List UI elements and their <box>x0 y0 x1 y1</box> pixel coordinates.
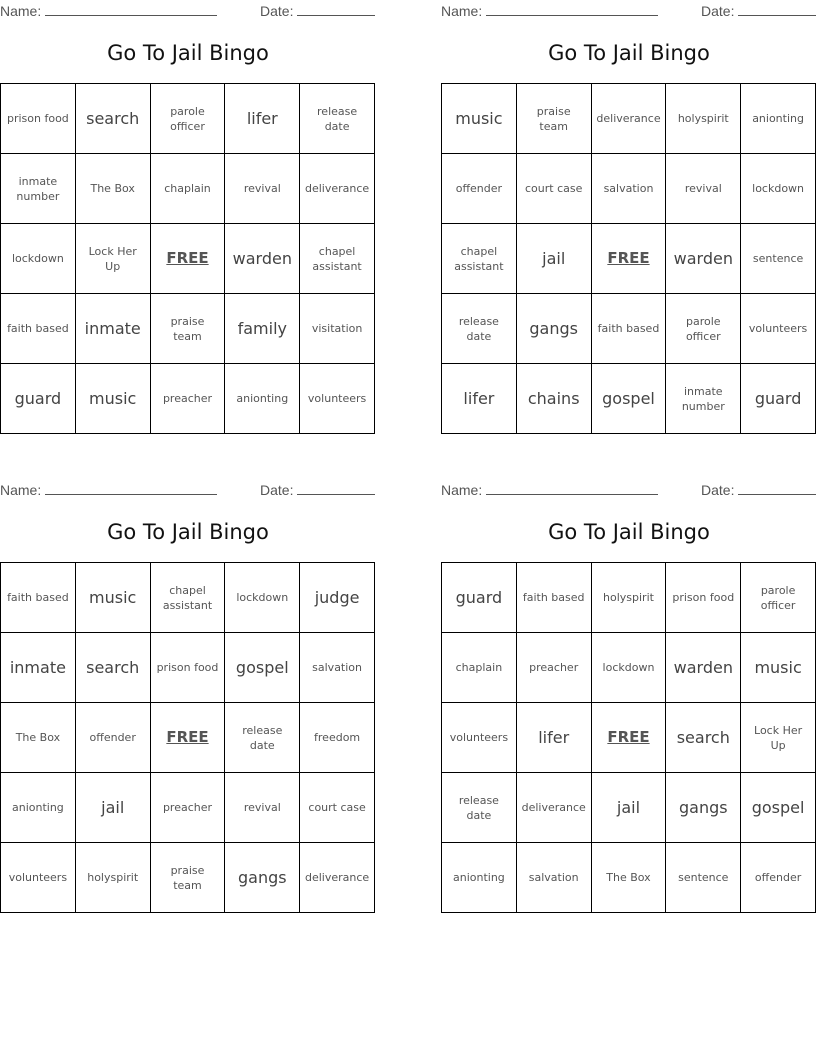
bingo-cell: jail <box>592 773 667 843</box>
name-label: Name: <box>441 3 483 19</box>
bingo-cell: parole officer <box>666 294 741 364</box>
bingo-cell: search <box>76 84 151 154</box>
card-title: Go To Jail Bingo <box>107 520 269 544</box>
bingo-cell: inmate <box>76 294 151 364</box>
bingo-cell: gospel <box>741 773 816 843</box>
bingo-cell: revival <box>225 773 300 843</box>
bingo-card <box>441 0 816 435</box>
bingo-cell: preacher <box>151 364 226 434</box>
bingo-grid <box>0 562 375 913</box>
bingo-cell: judge <box>300 563 375 633</box>
bingo-cell: praise team <box>151 294 226 364</box>
bingo-cell: visitation <box>300 294 375 364</box>
bingo-cell: The Box <box>76 154 151 224</box>
bingo-cell: preacher <box>151 773 226 843</box>
date-label: Date: <box>701 3 735 19</box>
name-line <box>45 482 217 495</box>
bingo-card <box>441 479 816 914</box>
bingo-cell: holyspirit <box>76 843 151 913</box>
bingo-cell: gangs <box>517 294 592 364</box>
bingo-cell: volunteers <box>442 703 517 773</box>
bingo-cell: warden <box>225 224 300 294</box>
bingo-cell: deliverance <box>517 773 592 843</box>
bingo-cell: salvation <box>592 154 667 224</box>
free-space-cell: FREE <box>151 703 226 773</box>
bingo-grid <box>441 562 816 913</box>
name-line <box>45 3 217 16</box>
bingo-card <box>0 479 376 914</box>
bingo-cell: anionting <box>442 843 517 913</box>
bingo-cell: music <box>741 633 816 703</box>
bingo-cell: sentence <box>666 843 741 913</box>
date-line <box>738 482 816 495</box>
bingo-cell: prison food <box>666 563 741 633</box>
date-line <box>738 3 816 16</box>
bingo-cell: warden <box>666 224 741 294</box>
bingo-cell: gospel <box>592 364 667 434</box>
name-line <box>486 3 658 16</box>
bingo-cell: salvation <box>300 633 375 703</box>
bingo-cell: lockdown <box>592 633 667 703</box>
name-label: Name: <box>441 482 483 498</box>
bingo-cell: chains <box>517 364 592 434</box>
bingo-grid <box>0 83 375 434</box>
bingo-cell: guard <box>442 563 517 633</box>
bingo-cell: inmate number <box>1 154 76 224</box>
bingo-cell: revival <box>666 154 741 224</box>
bingo-cell: lifer <box>517 703 592 773</box>
bingo-cell: release date <box>442 294 517 364</box>
card-title: Go To Jail Bingo <box>107 41 269 65</box>
bingo-cell: inmate number <box>666 364 741 434</box>
date-label: Date: <box>701 482 735 498</box>
bingo-cell: anionting <box>741 84 816 154</box>
bingo-cell: parole officer <box>741 563 816 633</box>
bingo-cell: offender <box>442 154 517 224</box>
name-label: Name: <box>0 3 42 19</box>
bingo-cell: lifer <box>442 364 517 434</box>
free-space-cell: FREE <box>151 224 226 294</box>
bingo-cell: release date <box>225 703 300 773</box>
bingo-cell: praise team <box>517 84 592 154</box>
bingo-cell: lifer <box>225 84 300 154</box>
bingo-cell: faith based <box>592 294 667 364</box>
bingo-cell: deliverance <box>592 84 667 154</box>
bingo-cell: court case <box>517 154 592 224</box>
bingo-cell: gospel <box>225 633 300 703</box>
bingo-cell: jail <box>517 224 592 294</box>
bingo-cell: volunteers <box>741 294 816 364</box>
name-line <box>486 482 658 495</box>
bingo-cell: chaplain <box>442 633 517 703</box>
bingo-cell: search <box>76 633 151 703</box>
bingo-cell: prison food <box>1 84 76 154</box>
bingo-cell: offender <box>76 703 151 773</box>
bingo-cell: search <box>666 703 741 773</box>
bingo-cell: chapel assistant <box>151 563 226 633</box>
bingo-cell: chaplain <box>151 154 226 224</box>
bingo-cell: music <box>76 563 151 633</box>
free-space-cell: FREE <box>592 224 667 294</box>
bingo-card <box>0 0 376 435</box>
bingo-cell: revival <box>225 154 300 224</box>
bingo-grid <box>441 83 816 434</box>
date-line <box>297 3 375 16</box>
date-label: Date: <box>260 482 294 498</box>
bingo-cell: praise team <box>151 843 226 913</box>
card-title: Go To Jail Bingo <box>548 520 710 544</box>
bingo-cell: anionting <box>1 773 76 843</box>
bingo-cell: faith based <box>1 563 76 633</box>
bingo-cell: release date <box>300 84 375 154</box>
bingo-cell: parole officer <box>151 84 226 154</box>
bingo-cell: gangs <box>666 773 741 843</box>
card-header <box>441 3 816 19</box>
bingo-cell: freedom <box>300 703 375 773</box>
bingo-cell: faith based <box>1 294 76 364</box>
bingo-cell: The Box <box>1 703 76 773</box>
bingo-cell: guard <box>741 364 816 434</box>
bingo-cell: Lock Her Up <box>76 224 151 294</box>
card-header <box>0 3 376 19</box>
bingo-cell: gangs <box>225 843 300 913</box>
bingo-cell: deliverance <box>300 154 375 224</box>
bingo-cell: volunteers <box>300 364 375 434</box>
bingo-cell: court case <box>300 773 375 843</box>
bingo-cell: jail <box>76 773 151 843</box>
bingo-cell: lockdown <box>741 154 816 224</box>
bingo-cell: holyspirit <box>666 84 741 154</box>
bingo-cell: preacher <box>517 633 592 703</box>
bingo-cell: sentence <box>741 224 816 294</box>
bingo-cell: family <box>225 294 300 364</box>
bingo-cell: release date <box>442 773 517 843</box>
bingo-cell: faith based <box>517 563 592 633</box>
bingo-cell: inmate <box>1 633 76 703</box>
bingo-cell: anionting <box>225 364 300 434</box>
card-header <box>0 482 376 498</box>
card-title: Go To Jail Bingo <box>548 41 710 65</box>
date-line <box>297 482 375 495</box>
bingo-cell: lockdown <box>1 224 76 294</box>
bingo-cell: guard <box>1 364 76 434</box>
bingo-cell: The Box <box>592 843 667 913</box>
card-header <box>441 482 816 498</box>
bingo-cell: deliverance <box>300 843 375 913</box>
free-space-cell: FREE <box>592 703 667 773</box>
bingo-cell: warden <box>666 633 741 703</box>
bingo-cell: prison food <box>151 633 226 703</box>
bingo-cell: music <box>442 84 517 154</box>
bingo-cell: offender <box>741 843 816 913</box>
bingo-cell: salvation <box>517 843 592 913</box>
bingo-cell: holyspirit <box>592 563 667 633</box>
bingo-cell: music <box>76 364 151 434</box>
bingo-cell: Lock Her Up <box>741 703 816 773</box>
name-label: Name: <box>0 482 42 498</box>
bingo-cell: chapel assistant <box>300 224 375 294</box>
bingo-cell: chapel assistant <box>442 224 517 294</box>
bingo-cell: lockdown <box>225 563 300 633</box>
bingo-cell: volunteers <box>1 843 76 913</box>
date-label: Date: <box>260 3 294 19</box>
